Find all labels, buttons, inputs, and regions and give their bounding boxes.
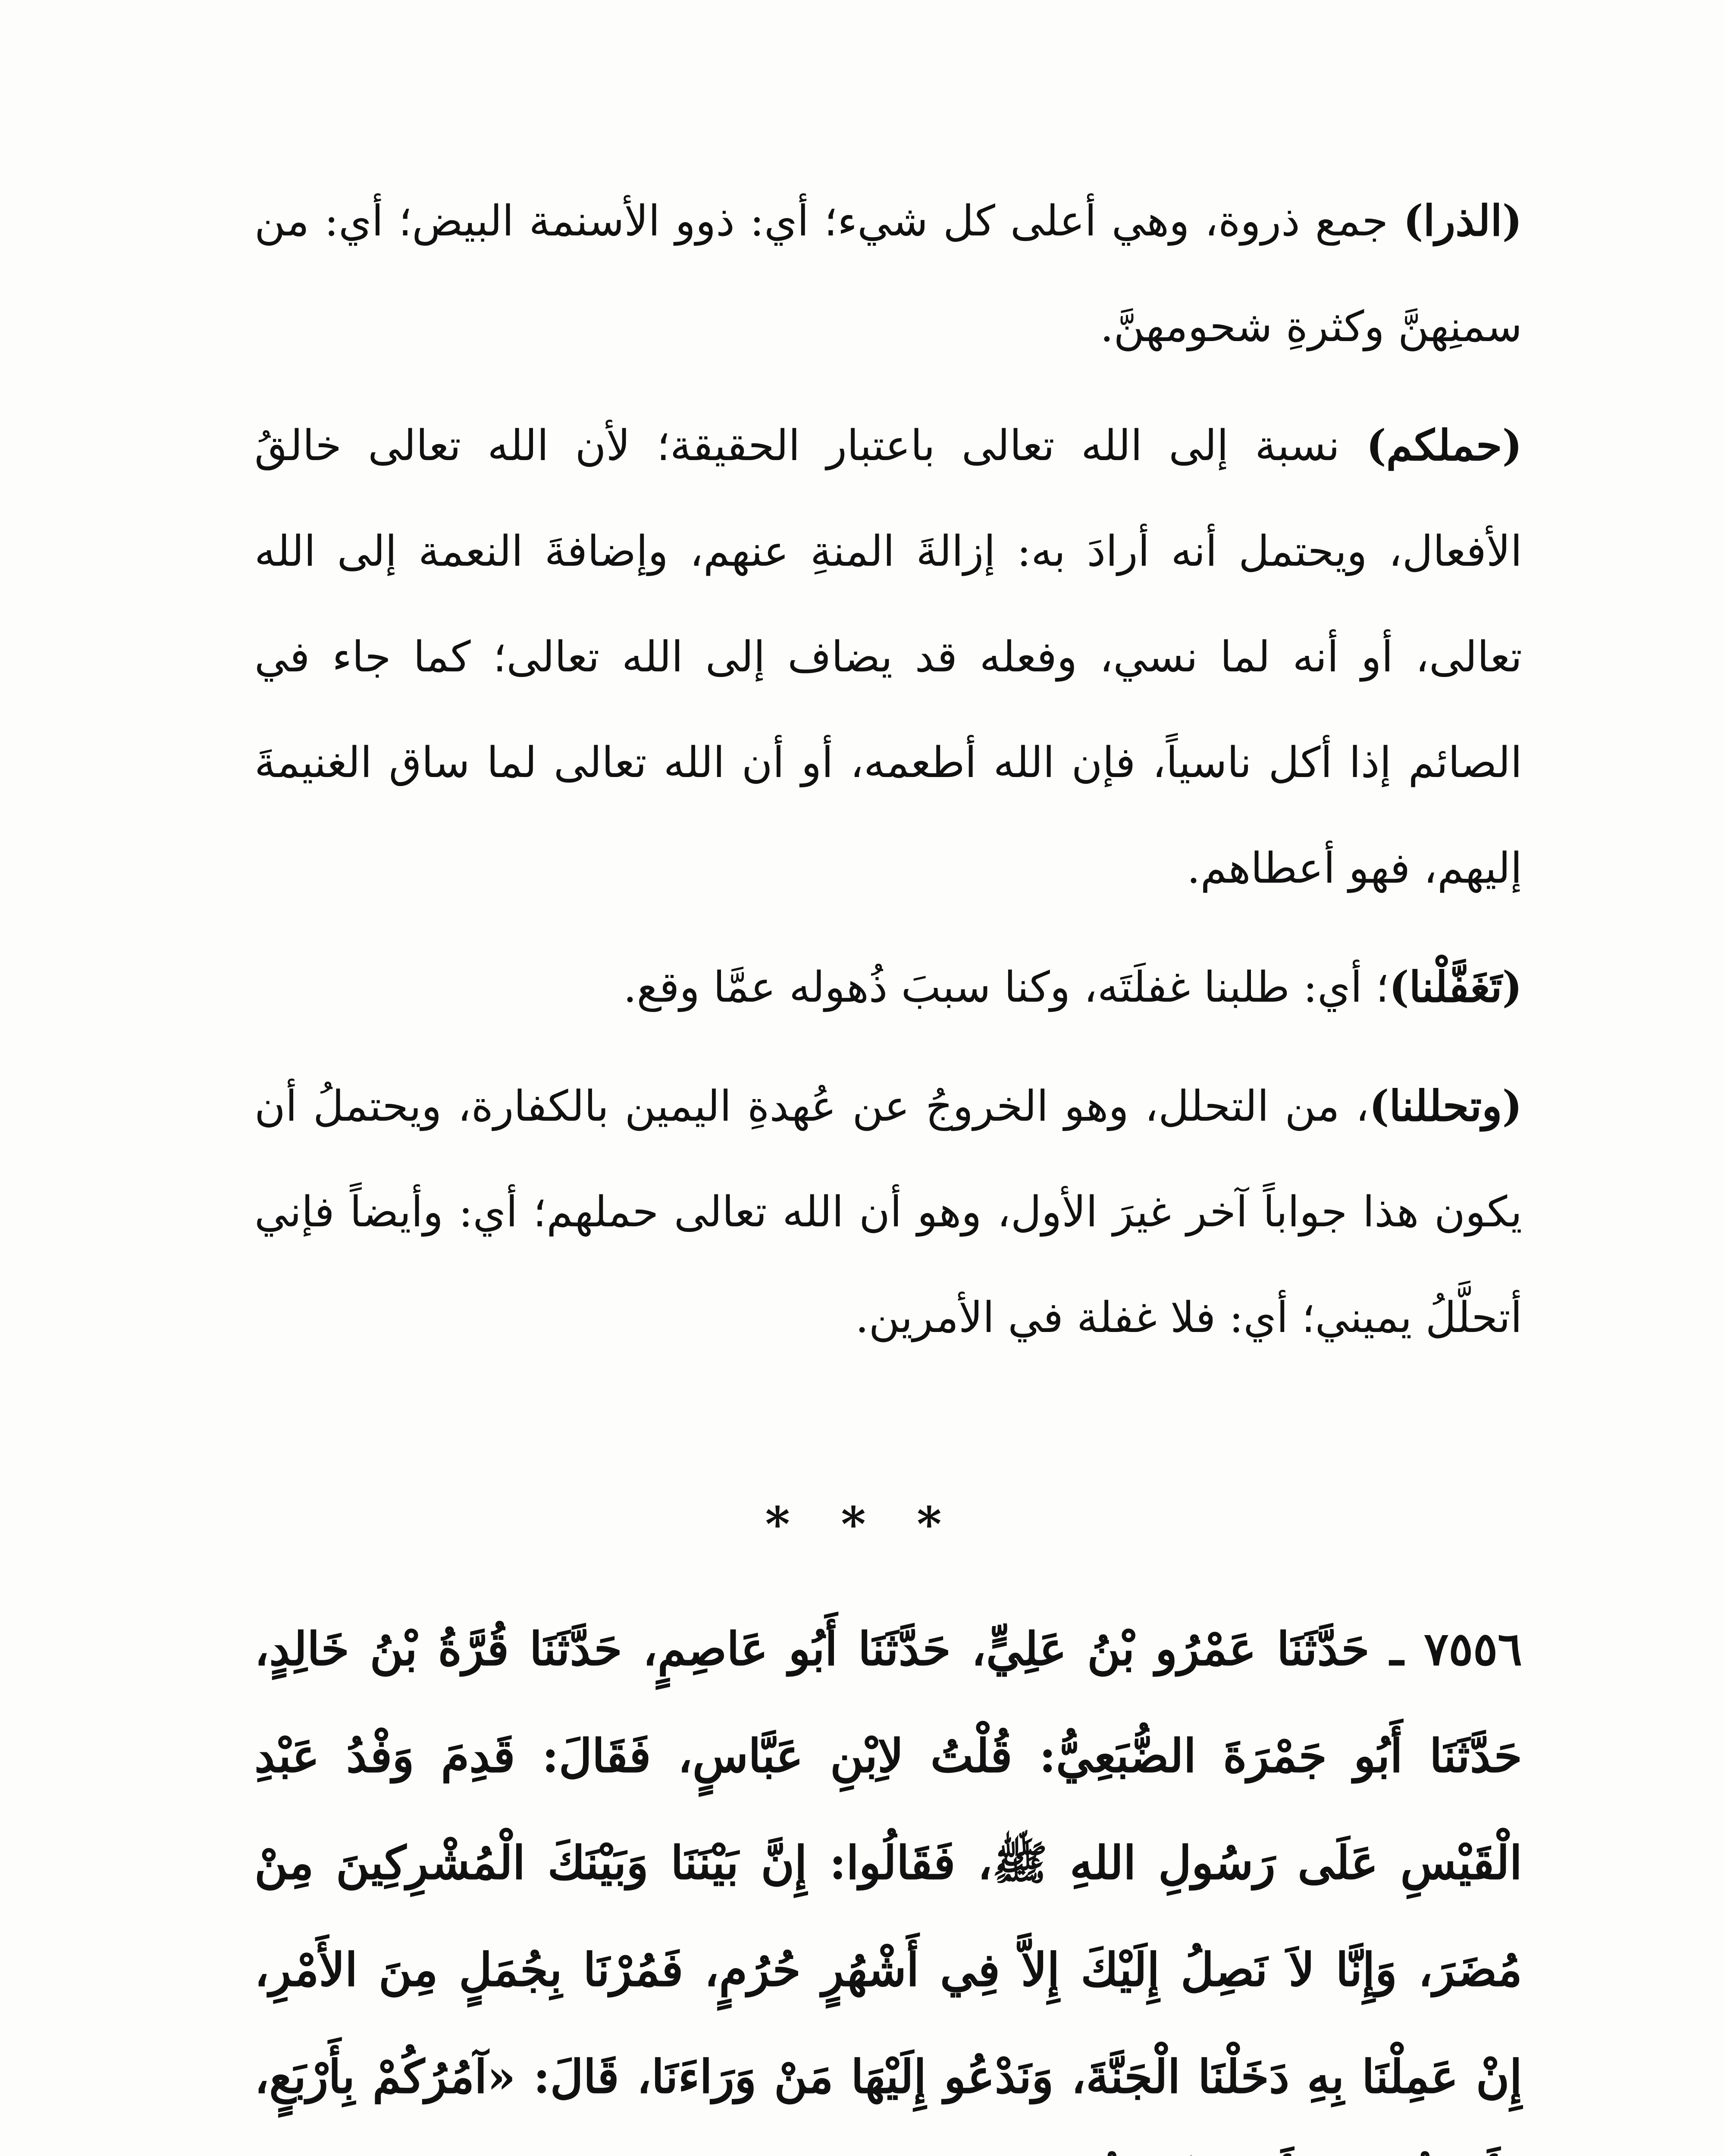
glossed-term: (حملكم) [1366,421,1523,470]
hadith-text [254,1595,1522,2156]
gloss-text: ؛ أي: طلبنا غفلَتَه، وكنا سببَ ذُهوله عمَّا وقع. [623,963,1389,1012]
glossed-term: (الذرا) [1403,196,1522,246]
commentary-paragraph-3 [254,934,1522,1040]
commentary-paragraph-2 [254,393,1522,921]
gloss-text: جمع ذروة، وهي أعلى كل شيء؛ أي: ذوو الأسنمة البيض؛ أي: من سمنِهنَّ وكثرةِ شحومهنَّ. [254,197,1522,351]
glossed-term: (تَغَفَّلْنا) [1389,962,1522,1012]
gloss-text: نسبة إلى الله تعالى باعتبار الحقيقة؛ لأن الله تعالى خالقُ الأفعال، ويحتمل أنه أرادَ به: إزالةَ المنةِ عنهم، وإضافةَ النعمة إلى الله تعالى، أو أنه لما نسي، وفعله قد يضاف إلى الله تعالى؛ كما جاء في الصائم إذا أكل ناسياً، فإن الله أطعمه، أو أن الله تعالى لما ساق الغنيمةَ إليهم، فهو أعطاهم. [254,421,1522,893]
commentary-section [254,168,1522,1371]
commentary-paragraph-1 [254,168,1522,380]
commentary-paragraph-4 [254,1053,1522,1371]
gloss-text: ، من التحلل، وهو الخروجُ عن عُهدةِ اليمين بالكفارة، ويحتملُ أن يكون هذا جواباً آخر غيرَ الأول، وهو أن الله تعالى حملهم؛ أي: وأيضاً فإني أتحلَّلُ يميني؛ أي: فلا غفلة في الأمرين. [254,1082,1522,1342]
glossed-term: (وتحللنا) [1369,1081,1522,1131]
section-separator: * * * [765,1496,959,1552]
hadith-paragraph: ٧٥٥٦ ـ حَدَّثَنَا عَمْرُو بْنُ عَلِيٍّ، حَدَّثَنَا أَبُو عَاصِمٍ، حَدَّثَنَا قُرَّةُ بْنُ خَالِدٍ، حَدَّثَنَا أَبُو جَمْرَةَ الضُّبَعِيُّ: قُلْتُ لاِبْنِ عَبَّاسٍ، فَقَالَ: قَدِمَ وَفْدُ عَبْدِ الْقَيْسِ عَلَى رَسُولِ اللهِ ﷺ، فَقَالُوا: إِنَّ بَيْنَنَا وَبَيْنَكَ الْمُشْرِكِينَ مِنْ مُضَرَ، وَإِنَّا لاَ نَصِلُ إِلَيْكَ إِلاَّ فِي أَشْهُرٍ حُرُمٍ، فَمُرْنَا بِجُمَلٍ مِنَ الأَمْرِ، إِنْ عَمِلْنَا بِهِ دَخَلْنَا الْجَنَّةَ، وَنَدْعُو إِلَيْهَا مَنْ وَرَاءَنَا، قَالَ: «آمُرُكُمْ بِأَرْبَعٍ، [254,1622,1522,2103]
